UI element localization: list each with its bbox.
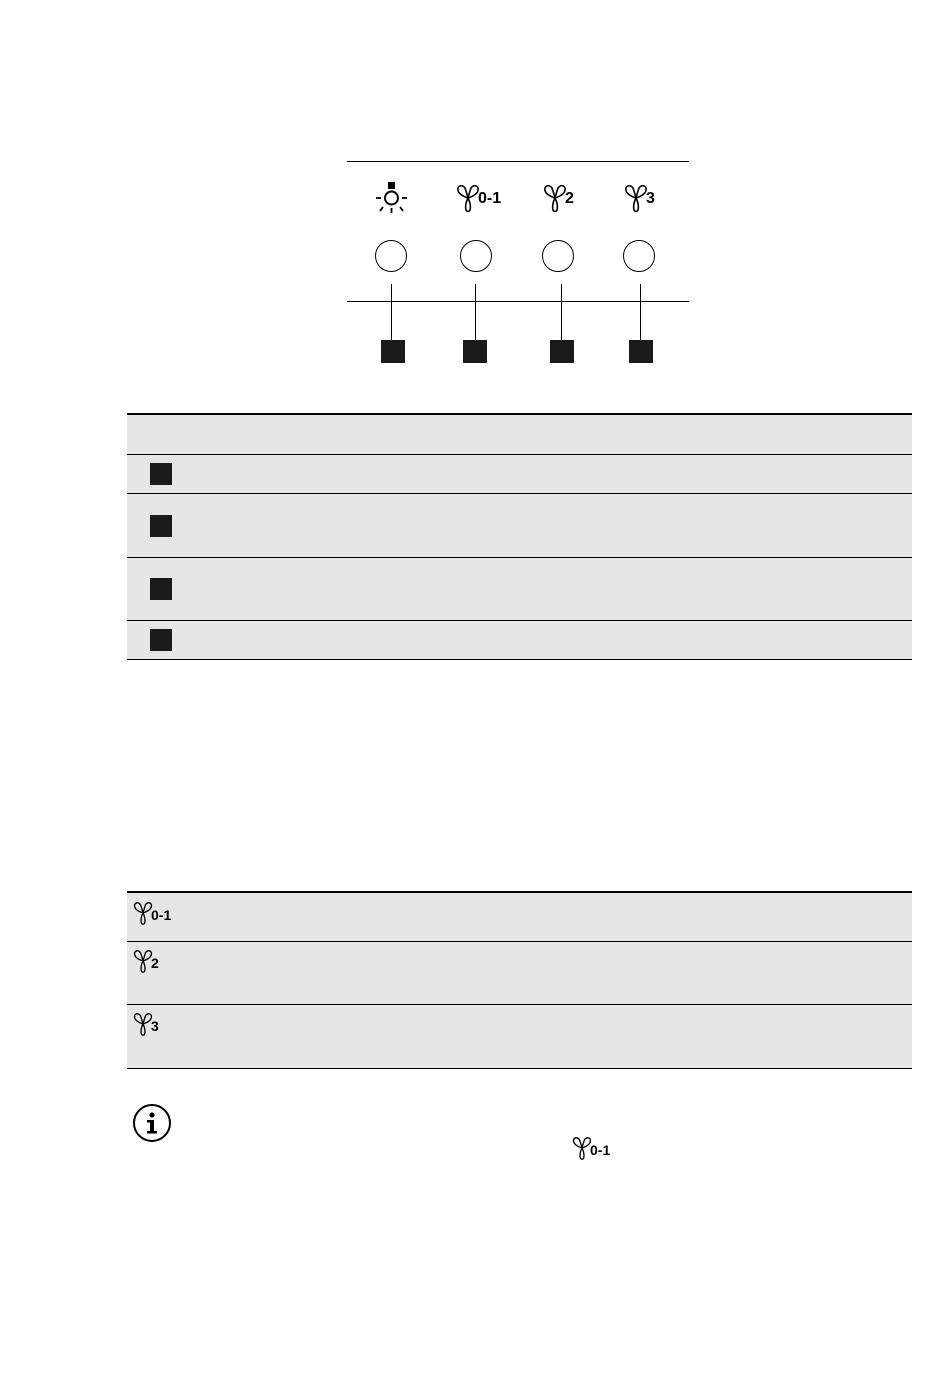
callout-line (475, 284, 476, 341)
fan-icon (543, 184, 567, 212)
fan-speed-subscript: 2 (151, 955, 159, 971)
callout-marker (150, 515, 172, 537)
panel-bottom-edge (347, 301, 689, 302)
fan-icon (624, 184, 648, 212)
fan-speed-subscript: 0-1 (151, 907, 172, 923)
table-row (127, 942, 912, 1004)
light-button[interactable] (375, 240, 407, 272)
callout-marker (629, 340, 653, 363)
callout-marker (150, 629, 172, 651)
fan-speed-3-button[interactable] (623, 240, 655, 272)
fan-speed-subscript: 0-1 (590, 1142, 611, 1158)
callout-marker (150, 463, 172, 485)
fan-speed-2-symbol (133, 949, 159, 973)
table-row (127, 893, 912, 941)
table-row (127, 455, 912, 493)
table-bottom-border (127, 1068, 912, 1069)
callout-marker (463, 340, 487, 363)
fan-speed-subscript: 2 (565, 190, 574, 207)
fan-icon (456, 184, 480, 212)
fan-speed-3-symbol (624, 184, 655, 212)
fan-speed-subscript: 0-1 (478, 190, 502, 207)
fan-speed-subscript: 3 (151, 1018, 159, 1034)
fan-icon (133, 949, 153, 973)
callout-marker (381, 340, 405, 363)
fan-icon (572, 1136, 592, 1160)
info-icon (133, 1104, 171, 1142)
light-bulb-icon (374, 182, 410, 216)
panel-top-edge (347, 161, 689, 162)
callout-marker (550, 340, 574, 363)
callout-line (561, 284, 562, 341)
fan-speed-0-1-inline-symbol (572, 1136, 610, 1160)
fan-speed-0-1-button[interactable] (460, 240, 492, 272)
callout-line (391, 284, 392, 341)
fan-speed-0-1-symbol (133, 901, 171, 925)
table-bottom-border (127, 659, 912, 660)
callout-line (640, 284, 641, 341)
fan-speed-table (127, 891, 912, 1071)
callout-marker (150, 578, 172, 600)
fan-speed-2-symbol (543, 184, 574, 212)
fan-speed-0-1-symbol (456, 184, 501, 212)
table-row (127, 558, 912, 620)
table-header-row (127, 415, 912, 454)
fan-speed-subscript: 3 (646, 190, 655, 207)
fan-speed-2-button[interactable] (542, 240, 574, 272)
table-row (127, 621, 912, 659)
table-row (127, 494, 912, 557)
fan-icon (133, 1012, 153, 1036)
table-row (127, 1005, 912, 1068)
fan-speed-3-symbol (133, 1012, 159, 1036)
fan-icon (133, 901, 153, 925)
controls-table (127, 413, 912, 661)
